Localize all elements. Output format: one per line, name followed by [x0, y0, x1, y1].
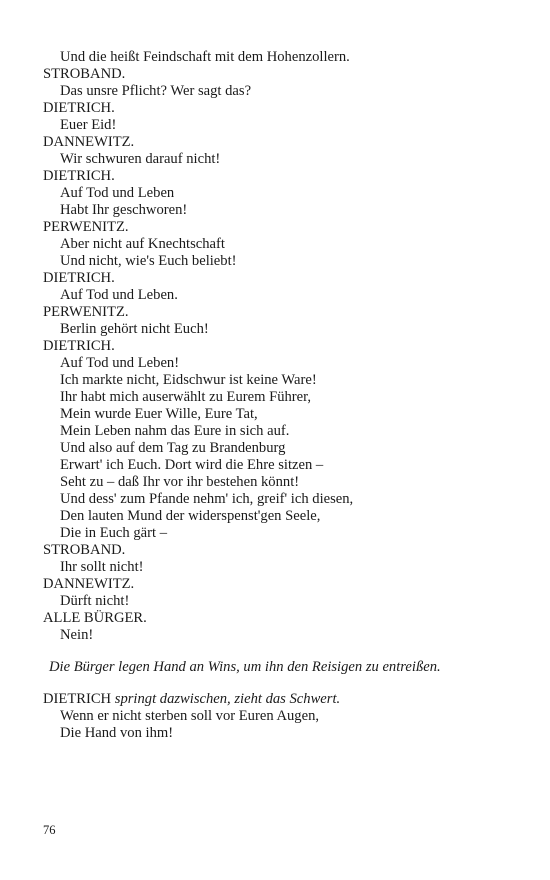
verse-line: Das unsre Pflicht? Wer sagt das? — [60, 83, 252, 99]
speaker-name: PERWENITZ. — [43, 219, 129, 235]
verse-line: Habt Ihr geschworen! — [60, 202, 188, 218]
speaker-name: DANNEWITZ. — [43, 134, 135, 150]
verse-line: Berlin gehört nicht Euch! — [60, 321, 209, 337]
verse-line: Seht zu – daß Ihr vor ihr bestehen könnt! — [60, 474, 300, 490]
verse-line: Und also auf dem Tag zu Brandenburg — [60, 440, 286, 456]
dialogue-lines-top — [43, 49, 513, 644]
verse-line: Und dess' zum Pfande nehm' ich, greif' ich diesen, — [60, 491, 354, 507]
verse-line: Die Hand von ihm! — [60, 725, 174, 741]
verse-line: Und nicht, wie's Euch beliebt! — [60, 253, 237, 269]
speaker-name: DIETRICH. — [43, 100, 115, 116]
verse-line: Ich markte nicht, Eidschwur ist keine Ware! — [60, 372, 317, 388]
verse-line: Den lauten Mund der widerspenst'gen Seele, — [60, 508, 321, 524]
verse-line: Ihr sollt nicht! — [60, 559, 144, 575]
speaker-name: PERWENITZ. — [43, 304, 129, 320]
speaker-name: ALLE BÜRGER. — [43, 610, 147, 626]
page-number: 76 — [43, 823, 56, 837]
verse-line: Mein wurde Euer Wille, Eure Tat, — [60, 406, 258, 422]
verse-line: Wenn er nicht sterben soll vor Euren Augen, — [60, 708, 320, 724]
speaker-name: STROBAND. — [43, 66, 126, 82]
speaker-name: STROBAND. — [43, 542, 126, 558]
drama-text — [43, 49, 513, 742]
verse-line: Euer Eid! — [60, 117, 117, 133]
verse-line: Nein! — [60, 627, 94, 643]
speaker-name: DIETRICH. — [43, 168, 115, 184]
verse-line: Und die heißt Feindschaft mit dem Hohenzollern. — [60, 49, 350, 65]
verse-line: Auf Tod und Leben. — [60, 287, 178, 303]
inline-stage-direction: springt dazwischen, zieht das Schwert. — [114, 691, 341, 707]
verse-line: Die in Euch gärt – — [60, 525, 167, 541]
speaker-name: DIETRICH. — [43, 338, 115, 354]
verse-line: Auf Tod und Leben — [60, 185, 175, 201]
speaker-name: DIETRICH — [43, 691, 112, 707]
speaker-name: DANNEWITZ. — [43, 576, 135, 592]
speaker-line-dietrich — [43, 691, 513, 708]
stage-direction: Die Bürger legen Hand an Wins, um ihn den Reisigen zu entreißen. — [49, 659, 441, 675]
verse-line: Ihr habt mich auserwählt zu Eurem Führer, — [60, 389, 312, 405]
verse-line: Auf Tod und Leben! — [60, 355, 180, 371]
verse-line: Mein Leben nahm das Eure in sich auf. — [60, 423, 290, 439]
verse-line: Erwart' ich Euch. Dort wird die Ehre sitzen – — [60, 457, 324, 473]
dialogue-lines-bottom — [43, 708, 513, 742]
verse-line: Dürft nicht! — [60, 593, 130, 609]
verse-line: Wir schwuren darauf nicht! — [60, 151, 221, 167]
verse-line: Aber nicht auf Knechtschaft — [60, 236, 225, 252]
speaker-name: DIETRICH. — [43, 270, 115, 286]
